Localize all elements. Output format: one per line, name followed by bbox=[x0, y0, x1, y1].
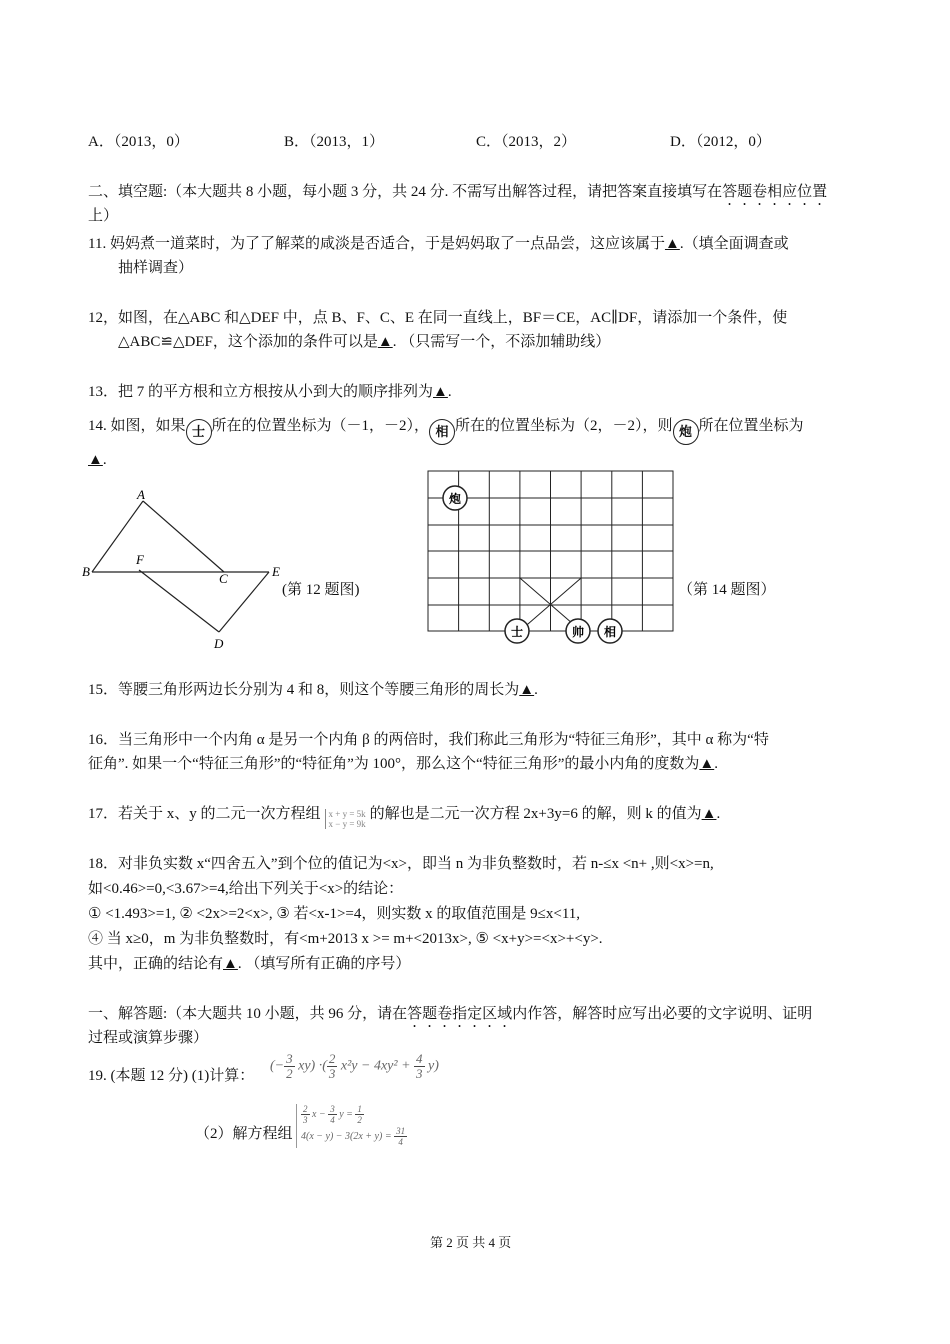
answer-blank: ▲ bbox=[519, 682, 535, 698]
option-d: D．（2012，0） bbox=[670, 134, 771, 150]
question-18-l4: ④ 当 x≥0，m 为非负整数时，有<m+2013 x >= m+<2013x>, ⑤ <x+y>=<x>+<y>. bbox=[88, 931, 603, 947]
question-11-cont: 抽样调查） bbox=[118, 260, 194, 276]
question-13: 13．把 7 的平方根和立方根按从小到大的顺序排列为▲. bbox=[88, 384, 452, 400]
question-18-l3: ① <1.493>=1, ② <2x>=2<x>, ③ 若<x-1>=4，则实数 x 的取值范围是 9≤x<11, bbox=[88, 906, 581, 922]
figure-12-caption: (第 12 题图) bbox=[282, 582, 360, 598]
board-piece-xiang bbox=[598, 619, 622, 643]
answer-blank: ▲ bbox=[223, 956, 238, 972]
svg-text:炮: 炮 bbox=[448, 492, 462, 506]
question-14-blank: ▲. bbox=[88, 452, 107, 468]
option-c: C．（2013，2） bbox=[476, 134, 577, 150]
label-a: A bbox=[137, 487, 145, 502]
chess-piece-shi-icon: 士 bbox=[186, 419, 212, 445]
section2-emphasis: 答题卷相应位置 bbox=[722, 184, 828, 200]
question-18-l5: 其中，正确的结论有▲. （填写所有正确的序号） bbox=[88, 956, 411, 972]
label-f: F bbox=[136, 552, 144, 567]
question-12: 12，如图，在△ABC 和△DEF 中，点 B、F、C、E 在同一直线上，BF＝CE，AC∥DF，请添加一个条件，使 bbox=[88, 310, 788, 326]
label-c: C bbox=[219, 571, 228, 586]
board-piece-shi bbox=[505, 619, 529, 643]
question-18-l2: 如<0.46>=0,<3.67>=4,给出下列关于<x>的结论： bbox=[88, 881, 404, 897]
question-14: 14. 如图，如果 士 所在的位置坐标为（－1，－2）， 相 所在的位置坐标为（2，－2），则 炮 所在位置坐标为 bbox=[88, 414, 804, 445]
figure-14-caption: （第 14 题图） bbox=[678, 582, 776, 598]
board-piece-pao bbox=[443, 486, 467, 510]
svg-text:帅: 帅 bbox=[571, 625, 585, 639]
answer-blank: ▲ bbox=[701, 806, 717, 822]
option-a: A．（2013，0） bbox=[88, 134, 189, 150]
question-19-part1: 19. (本题 12 分) (1)计算： bbox=[88, 1068, 255, 1084]
question-15: 15．等腰三角形两边长分别为 4 和 8，则这个等腰三角形的周长为▲. bbox=[88, 682, 538, 698]
question-18: 18．对非负实数 x“四舍五入”到个位的值记为<x>，即当 n 为非负整数时，若 n-≤x <n+ ,则<x>=n, bbox=[88, 856, 714, 872]
chess-piece-xiang-icon: 相 bbox=[429, 419, 455, 445]
question-19-part2: （2）解方程组 bbox=[195, 1126, 293, 1142]
equation-system: x + y = 5k x − y = 9k bbox=[325, 809, 366, 829]
question-16: 16．当三角形中一个内角 α 是另一个内角 β 的两倍时，我们称此三角形为“特征三角形”，其中 α 称为“特 bbox=[88, 732, 769, 748]
question-12-cont: △ABC≌△DEF，这个添加的条件可以是▲. （只需写一个，不添加辅助线） bbox=[118, 334, 611, 350]
answer-blank: ▲ bbox=[433, 384, 448, 400]
label-d: D bbox=[214, 636, 224, 651]
question-16-cont: 征角”. 如果一个“特征三角形”的“特征角”为 100°，那么这个“特征三角形”的最小内角的度数为▲. bbox=[88, 756, 718, 772]
page-footer: 第 2 页 共 4 页 bbox=[430, 1235, 512, 1250]
figure-14-board bbox=[420, 466, 680, 648]
chess-piece-pao-icon: 炮 bbox=[673, 419, 699, 445]
section3-heading: 一、解答题:（本大题共 10 小题，共 96 分，请在答题卷指定区域内作答，解答时应写出必要的文字说明、证明 bbox=[88, 1006, 813, 1022]
question-17: 17．若关于 x、y 的二元一次方程组 x + y = 5k x − y = 9k 的解也是二元一次方程 2x+3y=6 的解，则 k 的值为▲. bbox=[88, 806, 721, 829]
section3-emphasis: 答题卷指定区域 bbox=[407, 1006, 513, 1022]
answer-blank: ▲ bbox=[377, 334, 393, 350]
section3-heading-cont: 过程或演算步骤） bbox=[88, 1030, 209, 1046]
option-b: B．（2013，1） bbox=[284, 134, 385, 150]
expression-19-1: (− $\frac{3}{2}$ xy) ·( $\frac{2}{3}$ x²y − 4xy² + $\frac{4}{3}$ y) bbox=[270, 1051, 439, 1081]
board-piece-shuai bbox=[566, 619, 590, 643]
equation-system-19-2: $\frac{2}{3}$ x − $\frac{3}{4}$ y = $\frac{1}{2}$ 4(x − y) − 3(2x + y) = $\frac{31}{4}$ bbox=[296, 1104, 407, 1148]
section2-heading-tail: 上） bbox=[88, 208, 119, 224]
answer-blank: ▲ bbox=[699, 756, 715, 772]
answer-blank: ▲ bbox=[664, 236, 680, 252]
label-e: E bbox=[272, 564, 280, 579]
figure-12 bbox=[80, 484, 300, 654]
svg-text:士: 士 bbox=[510, 625, 524, 639]
section2-heading: 二、填空题:（本大题共 8 小题，每小题 3 分，共 24 分. 不需写出解答过程，请把答案直接填写在答题卷相应位置 bbox=[88, 184, 828, 200]
label-b: B bbox=[82, 564, 90, 579]
question-11: 11. 妈妈煮一道菜时，为了了解菜的咸淡是否适合，于是妈妈取了一点品尝，这应该属于▲.（填全面调查或 bbox=[88, 236, 789, 252]
answer-blank: ▲ bbox=[88, 452, 103, 468]
svg-text:相: 相 bbox=[603, 625, 617, 639]
